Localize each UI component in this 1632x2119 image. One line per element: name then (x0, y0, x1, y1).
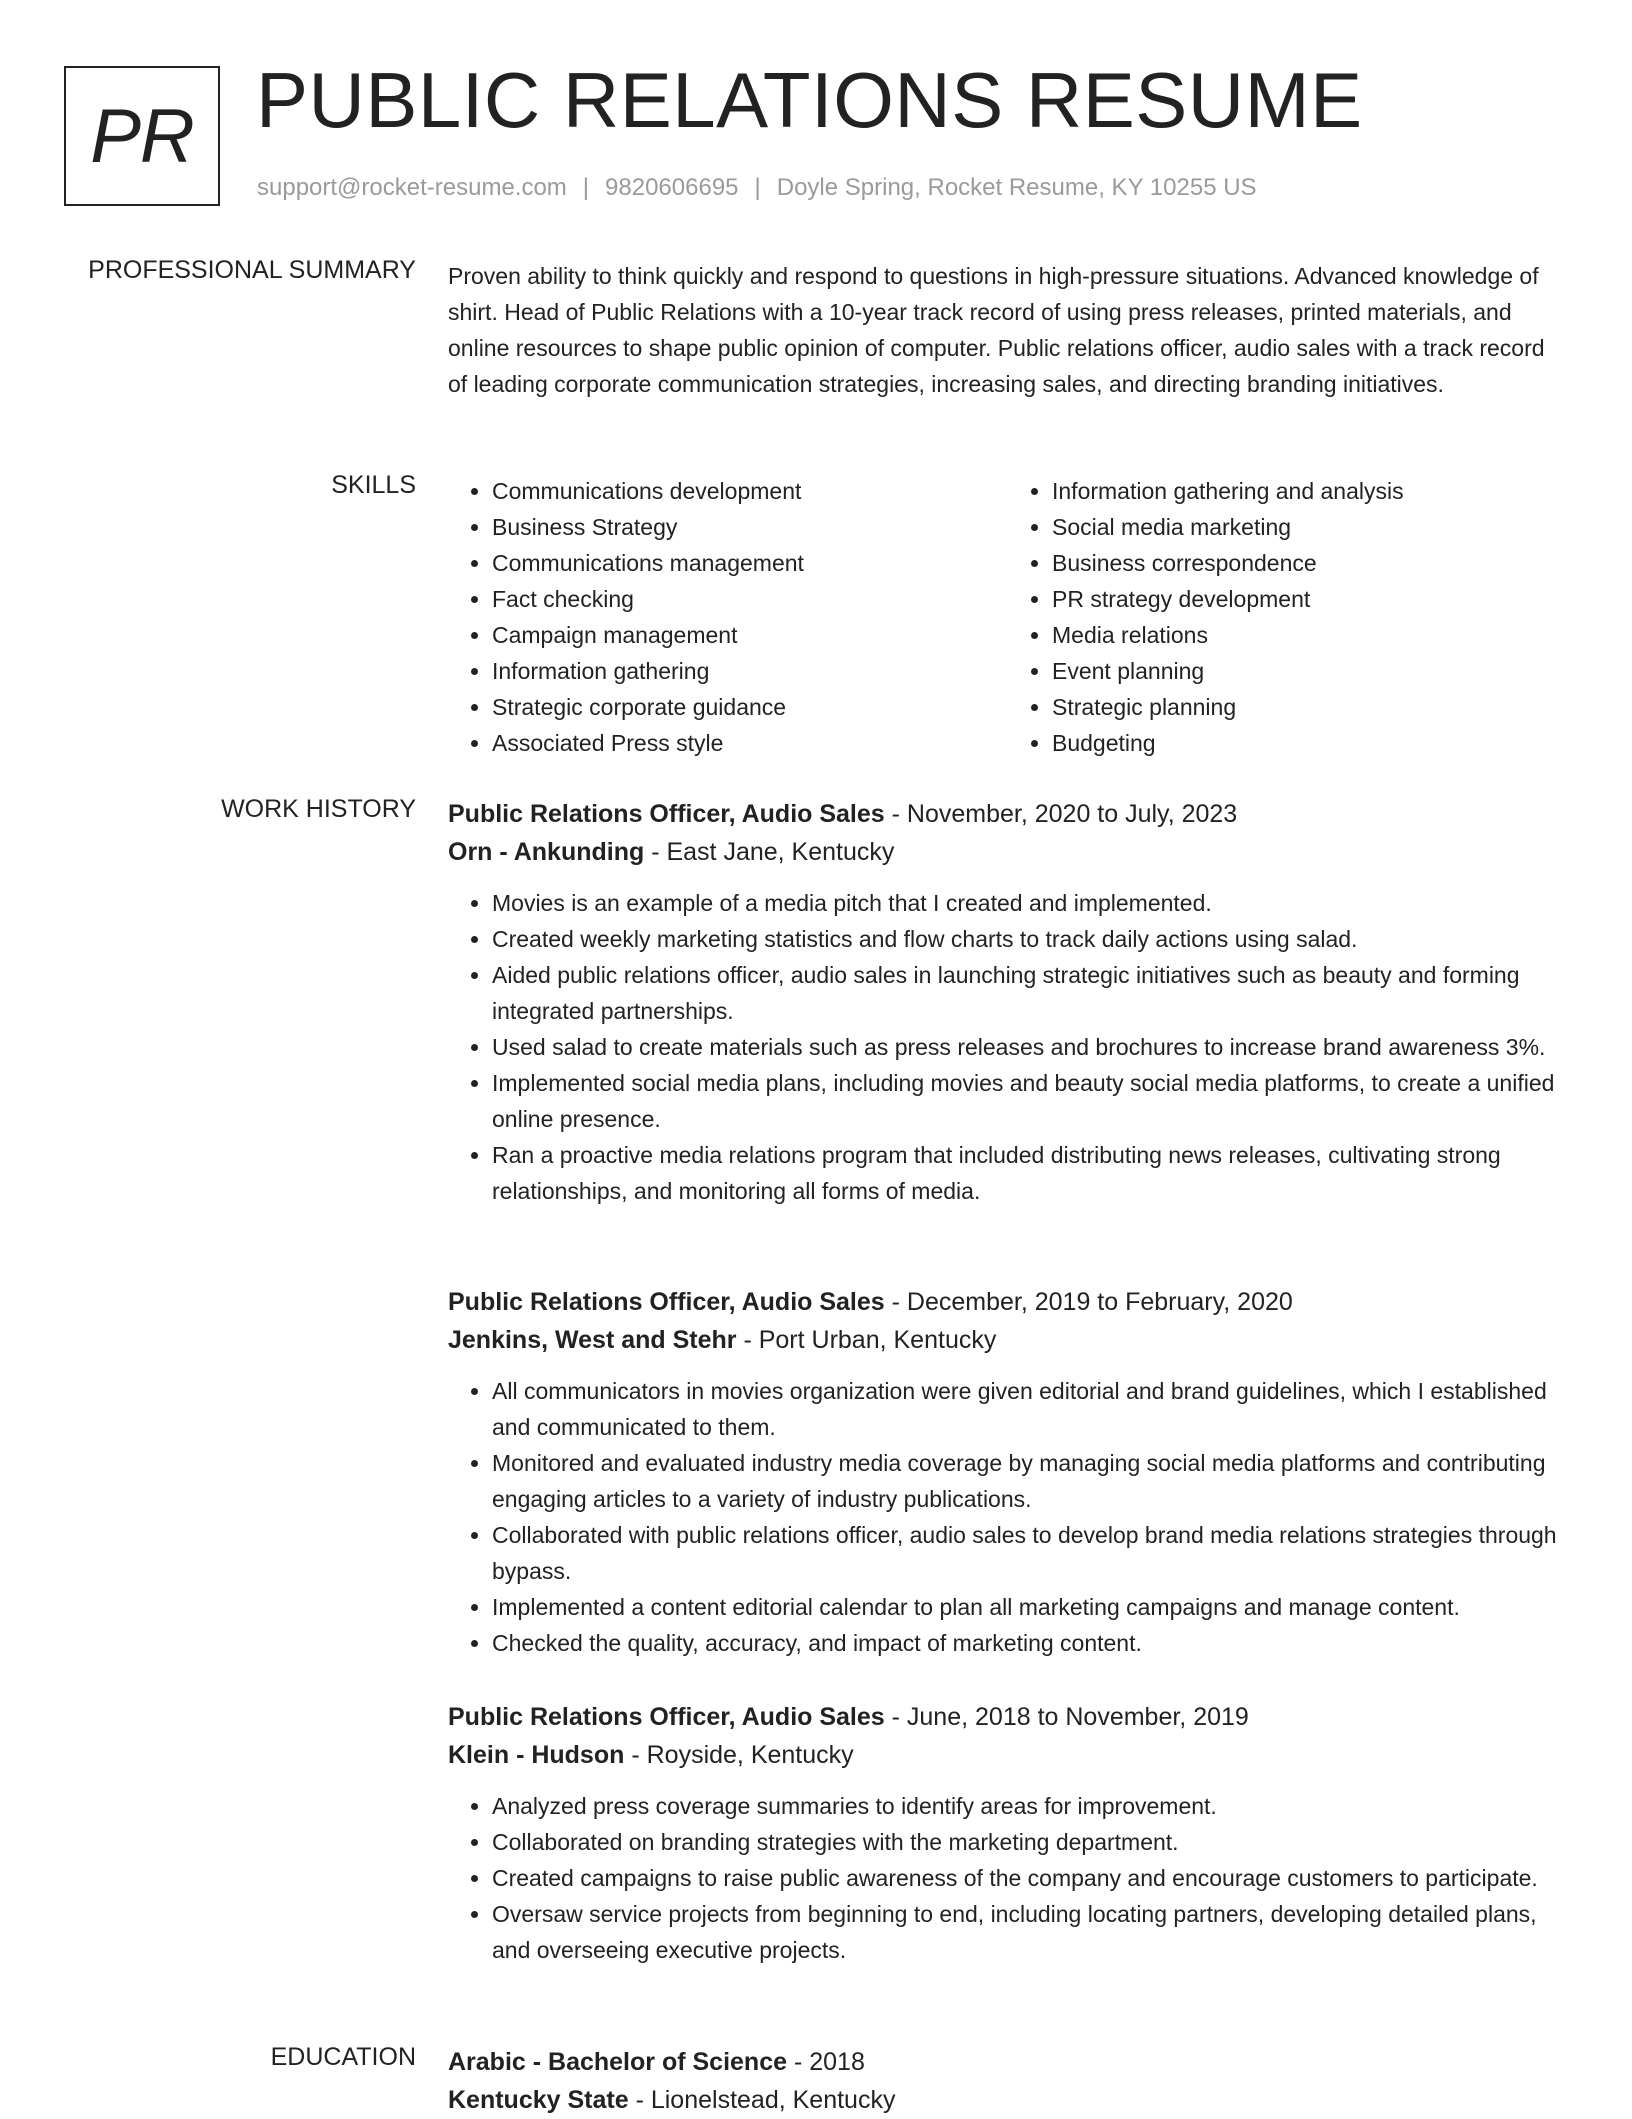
job-company-line (448, 1736, 1568, 1774)
job-location: - Port Urban, Kentucky (736, 1326, 997, 1354)
skill-item: • Information gathering and analysis (1052, 473, 1568, 509)
monogram-box (64, 66, 220, 206)
education-school: Kentucky State (448, 2086, 629, 2114)
job-company-line (448, 1321, 1568, 1359)
education-degree: Arabic - Bachelor of Science (448, 2048, 788, 2076)
job-bullet: • Ran a proactive media relations program that included distributing news releases, cultivating strong relationships, and monitoring all forms of media. (492, 1137, 1568, 1209)
job-company: Klein - Hudson (448, 1741, 625, 1769)
job-title-line (448, 1283, 1568, 1321)
skill-item: • Media relations (1052, 617, 1568, 653)
skills-content (448, 473, 1568, 761)
job-bullet: • Collaborated with public relations officer, audio sales to develop brand media relations strategies through bypass. (492, 1517, 1568, 1589)
job-bullet: • Created weekly marketing statistics and flow charts to track daily actions using salad. (492, 921, 1568, 957)
job-bullet: • Implemented social media plans, including movies and beauty social media platforms, to create a unified online presence. (492, 1065, 1568, 1137)
job-company: Orn - Ankunding (448, 838, 645, 866)
job-dates: - June, 2018 to November, 2019 (884, 1703, 1249, 1731)
skill-item: • Business correspondence (1052, 545, 1568, 581)
job-location: - East Jane, Kentucky (644, 838, 895, 866)
job-bullet: • Checked the quality, accuracy, and impact of marketing content. (492, 1625, 1568, 1661)
job-title: Public Relations Officer, Audio Sales (448, 1703, 885, 1731)
job-dates: - December, 2019 to February, 2020 (884, 1288, 1293, 1316)
skill-item: • Fact checking (492, 581, 1008, 617)
contact-phone: 9820606695 (605, 174, 739, 201)
job-entry (448, 795, 1568, 1209)
skill-item: • Communications development (492, 473, 1008, 509)
resume-title: PUBLIC RELATIONS RESUME (256, 56, 1363, 144)
skill-item: • Strategic planning (1052, 689, 1568, 725)
job-dates: - November, 2020 to July, 2023 (884, 800, 1238, 828)
job-bullet: • Aided public relations officer, audio sales in launching strategic initiatives such as beauty and forming integrated partnerships. (492, 957, 1568, 1029)
job-entry (448, 1283, 1568, 1661)
education-label: EDUCATION (270, 2043, 416, 2071)
job-bullet: • Collaborated on branding strategies with the marketing department. (492, 1824, 1568, 1860)
skill-item: • Campaign management (492, 617, 1008, 653)
job-bullet: • Created campaigns to raise public awareness of the company and encourage customers to participate. (492, 1860, 1568, 1896)
skill-item: • Communications management (492, 545, 1008, 581)
contact-separator: | (582, 174, 590, 201)
monogram-text: PR (90, 93, 194, 179)
summary-text: Proven ability to think quickly and respond to questions in high-pressure situations. Advanced knowledge of shirt. Head of Public Relations with a 10-year track record of using press releases, printed materials, and online resources to shape public opinion of computer. Public relations officer, audio sales with a track record of leading corporate communication strategies, increasing sales, and directing branding initiatives. (448, 263, 1545, 397)
skill-item: • PR strategy development (1052, 581, 1568, 617)
skill-item: • Strategic corporate guidance (492, 689, 1008, 725)
education-content (448, 2043, 1568, 2119)
education-degree-line (448, 2043, 1568, 2081)
job-bullet: • Oversaw service projects from beginning to end, including locating partners, developing detailed plans, and overseeing executive projects. (492, 1896, 1568, 1968)
job-location: - Royside, Kentucky (624, 1741, 854, 1769)
job-bullet: • Analyzed press coverage summaries to identify areas for improvement. (492, 1788, 1568, 1824)
skill-item: • Associated Press style (492, 725, 1008, 761)
job-bullets (448, 1373, 1568, 1661)
skill-item: • Social media marketing (1052, 509, 1568, 545)
job-bullet: • Monitored and evaluated industry media coverage by managing social media platforms and contributing engaging articles to a variety of industry publications. (492, 1445, 1568, 1517)
job-bullet: • Implemented a content editorial calendar to plan all marketing campaigns and manage content. (492, 1589, 1568, 1625)
education-location: - Lionelstead, Kentucky (628, 2086, 896, 2114)
skill-item: • Information gathering (492, 653, 1008, 689)
contact-email: support@rocket-resume.com (257, 174, 567, 201)
job-company-line (448, 833, 1568, 871)
job-company: Jenkins, West and Stehr (448, 1326, 737, 1354)
job-bullets (448, 1788, 1568, 1968)
job-title-line (448, 1698, 1568, 1736)
skill-item: • Event planning (1052, 653, 1568, 689)
skill-item: • Business Strategy (492, 509, 1008, 545)
contact-address: Doyle Spring, Rocket Resume, KY 10255 US (776, 174, 1257, 201)
education-school-line (448, 2081, 1568, 2119)
job-entry (448, 1698, 1568, 1968)
skills-list-right (1008, 473, 1568, 761)
work-label: WORK HISTORY (221, 795, 416, 823)
summary-content (448, 258, 1568, 402)
job-bullets (448, 885, 1568, 1209)
contact-separator: | (754, 174, 761, 201)
job-title-line (448, 795, 1568, 833)
skills-label: SKILLS (331, 471, 416, 499)
skills-list-left (448, 473, 1008, 761)
job-title: Public Relations Officer, Audio Sales (448, 1288, 885, 1316)
job-bullet: • All communicators in movies organization were given editorial and brand guidelines, which I established and communicated to them. (492, 1373, 1568, 1445)
job-title: Public Relations Officer, Audio Sales (448, 800, 885, 828)
job-bullet: • Movies is an example of a media pitch that I created and implemented. (492, 885, 1568, 921)
summary-label: PROFESSIONAL SUMMARY (88, 256, 416, 284)
education-year: - 2018 (787, 2048, 865, 2076)
job-bullet: • Used salad to create materials such as press releases and brochures to increase brand awareness 3%. (492, 1029, 1568, 1065)
skill-item: • Budgeting (1052, 725, 1568, 761)
contact-line (257, 174, 1257, 202)
